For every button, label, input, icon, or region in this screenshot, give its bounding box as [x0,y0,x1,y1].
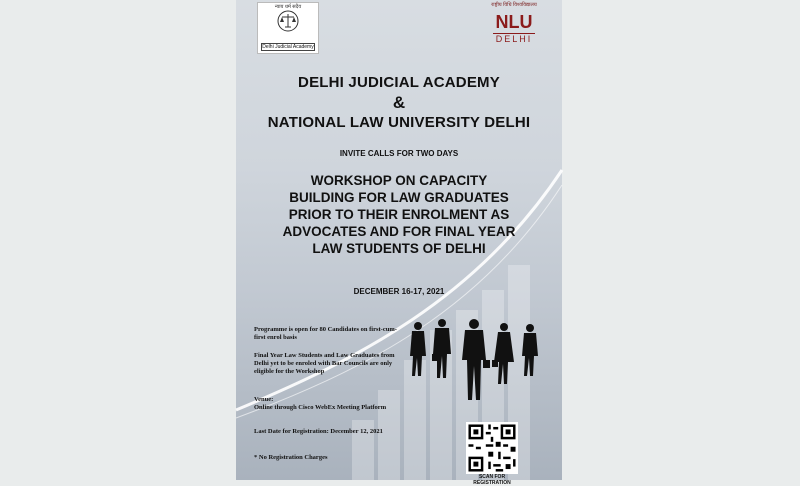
venue-label: Venue: [254,396,274,403]
workshop-title-line: BUILDING FOR LAW GRADUATES [289,190,509,205]
registration-qr-code[interactable] [466,422,518,474]
workshop-date: DECEMBER 16-17, 2021 [353,287,445,296]
svg-text:NLU: NLU [495,12,533,32]
registration-charges: * No Registration Charges [254,454,328,461]
nlu-delhi-logo [486,2,542,54]
nlu-monogram-icon [494,10,534,32]
qr-caption: SCAN FOR REGISTRATION [473,474,511,486]
workshop-title-line: WORKSHOP ON CAPACITY [310,173,488,188]
workshop-title-line: PRIOR TO THEIR ENROLMENT AS [288,207,510,222]
ampersand: & [392,93,406,112]
invite-line: INVITE CALLS FOR TWO DAYS [339,149,459,158]
scales-of-justice-icon [277,10,299,32]
eligibility-note: Final Year Law Students and Law Graduates from Delhi yet to be enroled with Bar Councils are only eligible for the Workshop [254,352,395,375]
capacity-note: Programme is open for 80 Candidates on first-cum-first enrol basis [254,326,397,341]
university-title: NATIONAL LAW UNIVERSITY DELHI [267,114,531,131]
nlu-city: DELHI [493,33,535,44]
workshop-title [236,172,562,257]
venue-text: Online through Cisco WebEx Meeting Platform [254,404,387,411]
workshop-title-line: LAW STUDENTS OF DELHI [312,241,486,256]
logo-caption: Delhi Judicial Academy [262,44,314,50]
business-people-illustration [404,318,544,408]
logo-hindi-text: न्याय धर्म सदैव [274,4,302,10]
nlu-hindi-text: राष्ट्रीय विधि विश्वविद्यालय [491,2,537,8]
last-date: Last Date for Registration: December 12, 2021 [254,428,383,435]
workshop-poster [236,0,562,486]
delhi-judicial-academy-logo [257,2,319,54]
academy-title: DELHI JUDICIAL ACADEMY [298,74,500,91]
workshop-title-line: ADVOCATES AND FOR FINAL YEAR [282,224,516,239]
